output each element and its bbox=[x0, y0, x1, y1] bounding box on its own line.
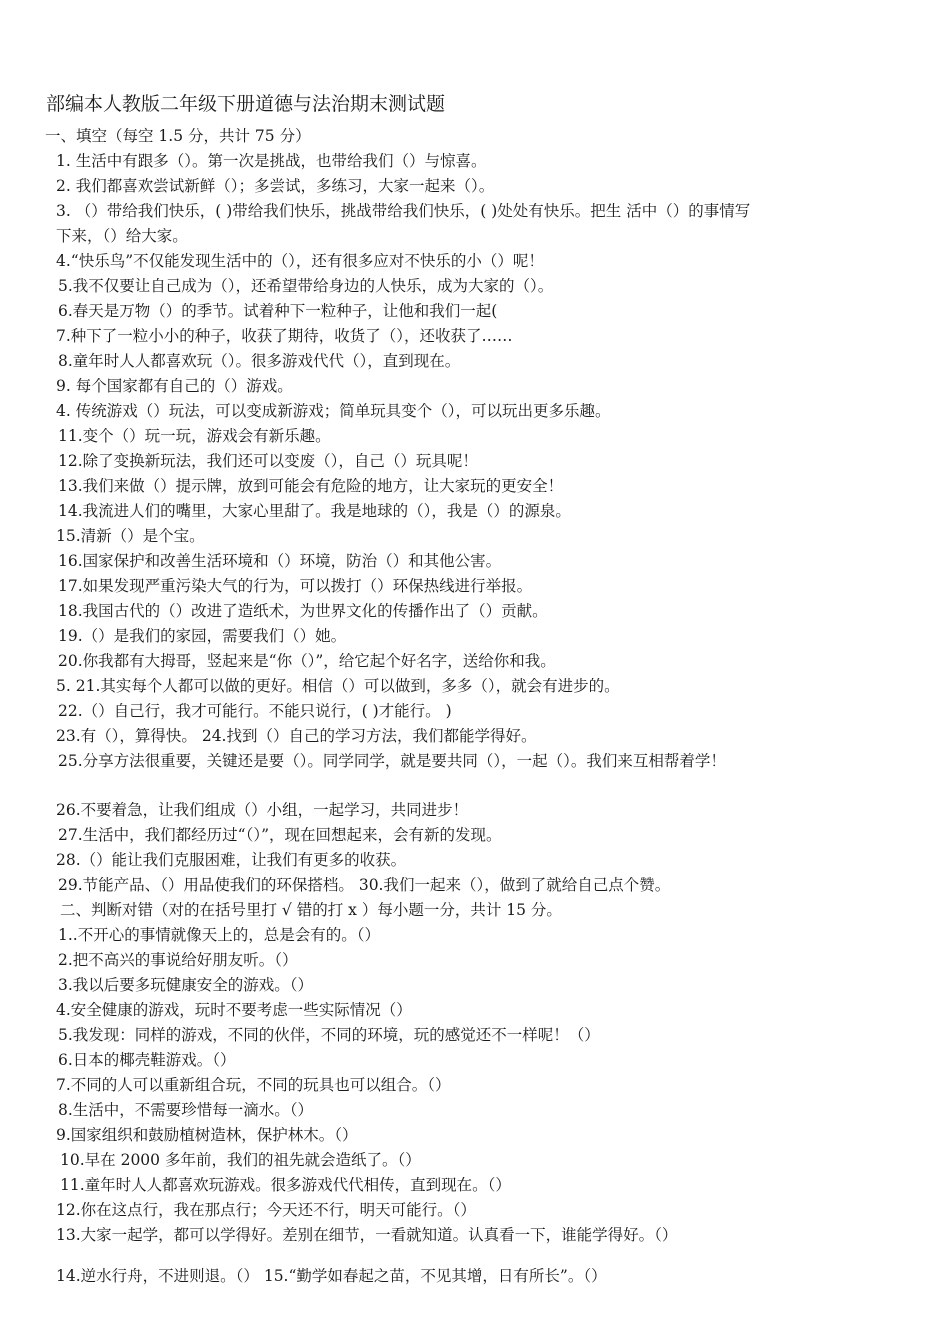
judge-item-12: 12.你在这点行，我在那点行；今天还不行，明天可能行。（） bbox=[56, 1201, 476, 1219]
fill-item-21: 5. 21.其实每个人都可以做的更好。相信（）可以做到，多多（），就会有进步的。 bbox=[56, 677, 620, 695]
fill-item-12: 12.除了变换新玩法，我们还可以变废（），自己（）玩具呢！ bbox=[58, 452, 478, 470]
document-title: 部编本人教版二年级下册道德与法治期末测试题 bbox=[46, 93, 446, 115]
judge-item-9: 9.国家组织和鼓励植树造林，保护林木。（） bbox=[56, 1126, 358, 1144]
fill-item-1: 1. 生活中有跟多（）。第一次是挑战，也带给我们（）与惊喜。 bbox=[56, 152, 487, 170]
fill-item-3-continued: 下来，（）给大家。 bbox=[56, 227, 188, 245]
section-2-heading: 二、判断对错（对的在括号里打 √ 错的打 x ）每小题一分，共计 15 分。 bbox=[60, 901, 562, 919]
judge-item-13: 13.大家一起学，都可以学得好。差别在细节，一看就知道。认真看一下，谁能学得好。（） bbox=[56, 1226, 678, 1244]
fill-item-9: 9. 每个国家都有自己的（）游戏。 bbox=[56, 377, 293, 395]
fill-item-29-30: 29.节能产品、（）用品使我们的环保搭档。 30.我们一起来（），做到了就给自己点个赞。 bbox=[58, 876, 671, 894]
fill-item-8: 8.童年时人人都喜欢玩（）。很多游戏代代（），直到现在。 bbox=[58, 352, 461, 370]
section-1-heading: 一、填空（每空 1.5 分，共计 75 分） bbox=[45, 127, 311, 145]
fill-item-7: 7.种下了一粒小小的种子，收获了期待，收货了（），还收获了…… bbox=[56, 327, 513, 345]
fill-item-23-24: 23.有（），算得快。 24.找到（）自己的学习方法，我们都能学得好。 bbox=[56, 727, 537, 745]
judge-item-7: 7.不同的人可以重新组合玩，不同的玩具也可以组合。（） bbox=[56, 1076, 451, 1094]
fill-item-16: 16.国家保护和改善生活环境和（）环境，防治（）和其他公害。 bbox=[58, 552, 502, 570]
judge-item-11: 11.童年时人人都喜欢玩游戏。很多游戏代代相传，直到现在。（） bbox=[60, 1176, 511, 1194]
judge-item-8: 8.生活中，不需要珍惜每一滴水。（） bbox=[58, 1101, 314, 1119]
fill-item-28: 28.（）能让我们克服困难，让我们有更多的收获。 bbox=[56, 851, 407, 869]
judge-item-5: 5.我发现：同样的游戏，不同的伙伴，不同的环境，玩的感觉还不一样呢！（） bbox=[58, 1026, 600, 1044]
fill-item-27: 27.生活中，我们都经历过“（）”，现在回想起来，会有新的发现。 bbox=[58, 826, 502, 844]
fill-item-20: 20.你我都有大拇哥，竖起来是“你（）”，给它起个好名字，送给你和我。 bbox=[58, 652, 556, 670]
judge-item-1: 1..不开心的事情就像天上的，总是会有的。（） bbox=[58, 926, 380, 944]
judge-item-2: 2.把不高兴的事说给好朋友听。（） bbox=[58, 951, 298, 969]
fill-item-3: 3. （）带给我们快乐，( )带给我们快乐，挑战带给我们快乐，( )处处有快乐。把生 活中（）的事情写 bbox=[56, 202, 751, 220]
judge-item-14-15: 14.逆水行舟，不进则退。（） 15.“勤学如春起之苗，不见其增，日有所长”。（） bbox=[56, 1267, 607, 1285]
judge-item-4: 4.安全健康的游戏，玩时不要考虑一些实际情况（） bbox=[56, 1001, 412, 1019]
fill-item-11: 11.变个（）玩一玩，游戏会有新乐趣。 bbox=[58, 427, 331, 445]
fill-item-25: 25.分享方法很重要，关键还是要（）。同学同学，就是要共同（），一起（）。我们来互相帮着学！ bbox=[58, 752, 726, 770]
fill-item-19: 19.（）是我们的家园，需要我们（）她。 bbox=[58, 627, 347, 645]
fill-item-18: 18.我国古代的（）改进了造纸术，为世界文化的传播作出了（）贡献。 bbox=[58, 602, 548, 620]
fill-item-6: 6.春天是万物（）的季节。试着种下一粒种子，让他和我们一起( bbox=[58, 302, 498, 320]
fill-item-4: 4.“快乐鸟”不仅能发现生活中的（），还有很多应对不快乐的小（）呢！ bbox=[56, 252, 544, 270]
judge-item-3: 3.我以后要多玩健康安全的游戏。（） bbox=[58, 976, 314, 994]
fill-item-14: 14.我流进人们的嘴里，大家心里甜了。我是地球的（），我是（）的源泉。 bbox=[58, 502, 571, 520]
fill-item-10: 4. 传统游戏（）玩法，可以变成新游戏；简单玩具变个（），可以玩出更多乐趣。 bbox=[56, 402, 611, 420]
judge-item-6: 6.日本的椰壳鞋游戏。（） bbox=[58, 1051, 236, 1069]
fill-item-13: 13.我们来做（）提示牌，放到可能会有危险的地方，让大家玩的更安全！ bbox=[58, 477, 564, 495]
fill-item-26: 26.不要着急，让我们组成（）小组，一起学习，共同进步！ bbox=[56, 801, 469, 819]
fill-item-15: 15.清新（）是个宝。 bbox=[56, 527, 205, 545]
fill-item-5: 5.我不仅要让自己成为（），还希望带给身边的人快乐，成为大家的（）。 bbox=[58, 277, 554, 295]
fill-item-17: 17.如果发现严重污染大气的行为，可以拨打（）环保热线进行举报。 bbox=[58, 577, 533, 595]
fill-item-2: 2. 我们都喜欢尝试新鲜（）；多尝试，多练习，大家一起来（）。 bbox=[56, 177, 495, 195]
fill-item-22: 22.（）自己行，我才可能行。不能只说行，( )才能行。 ) bbox=[58, 702, 452, 720]
judge-item-10: 10.早在 2000 多年前，我们的祖先就会造纸了。（） bbox=[60, 1151, 421, 1169]
